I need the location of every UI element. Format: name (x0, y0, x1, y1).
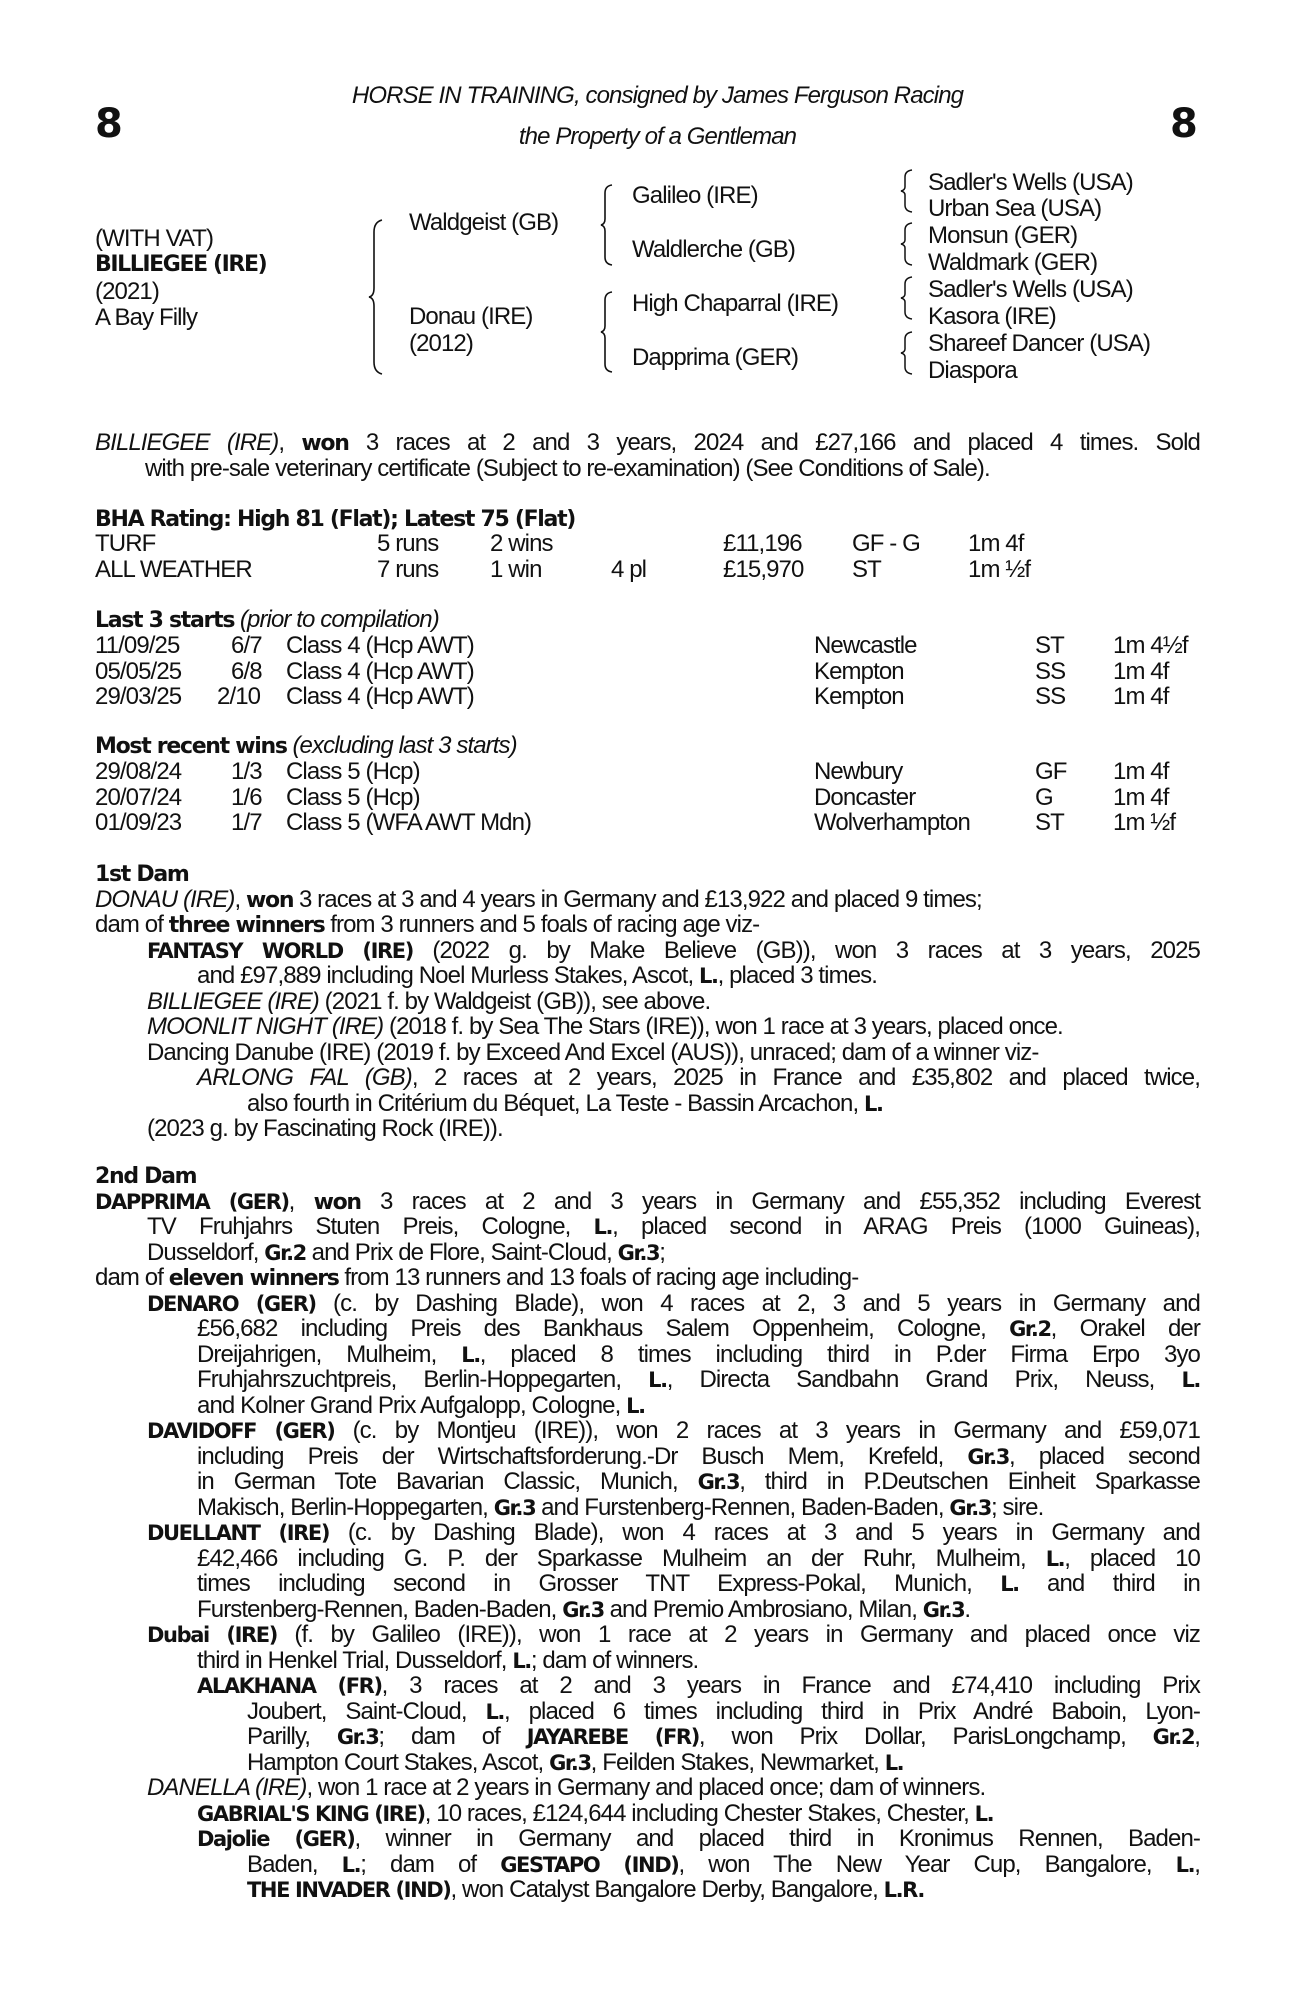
pedigree-brace-gen1 (368, 218, 384, 376)
text: , Orakel der (1050, 1315, 1200, 1342)
rating-wins: 2 wins (490, 530, 553, 557)
progeny-record: (c. by Dashing Blade), won 4 races at 2, 3 and 5 years in Germany and (315, 1289, 1200, 1317)
progeny-name: THE INVADER (IND) (247, 1878, 451, 1902)
progeny-record: (c. by Dashing Blade), won 4 races at 3 and 5 years in Germany and (329, 1519, 1200, 1546)
first-dam-heading: 1st Dam (95, 862, 189, 887)
pedigree-brace-g3-4 (900, 330, 914, 376)
progeny-record: (2022 g. by Make Believe (GB)), won 3 races at 3 years, 2025 (412, 936, 1200, 964)
text: , Directa Sandbahn Grand Prix, Neuss, (666, 1366, 1182, 1393)
win-course: Newbury (814, 758, 903, 785)
start-race: Class 4 (Hcp AWT) (286, 632, 474, 659)
pedigree-dam-sire: High Chaparral (IRE) (632, 290, 839, 317)
header-consignor: HORSE IN TRAINING, consigned by James Ferguson Racing (351, 82, 964, 109)
pedigree-gen3-7: Shareef Dancer (USA) (928, 330, 1151, 357)
progeny-name: DUELLANT (IRE) (147, 1521, 330, 1545)
progeny-record: (c. by Montjeu (IRE)), won 2 races at 3 years in Germany and £59,071 (334, 1417, 1200, 1444)
progeny-name: DENARO (GER) (147, 1291, 316, 1316)
win-course: Wolverhampton (814, 809, 970, 836)
lot-number-left: 8 (95, 101, 122, 147)
progeny-record: (2018 f. by Sea The Stars (IRE)), won 1 race at 3 years, placed once. (383, 1013, 1063, 1040)
listed-badge: L. (461, 1342, 480, 1367)
text: Joubert, Saint-Cloud, (247, 1697, 486, 1725)
text: Furstenberg-Rennen, Baden-Baden, (197, 1595, 563, 1623)
win-going: G (1035, 784, 1053, 811)
won-label: won (245, 887, 294, 913)
start-distance: 1m 4f (1113, 658, 1169, 685)
progeny-entry: Dancing Danube (IRE) (2019 f. by Exceed And Excel (AUS)), unraced; dam of a winner viz- (147, 1038, 1039, 1066)
recent-wins-heading (95, 733, 517, 760)
text: dam of (95, 1264, 169, 1291)
pedigree-gen3-5: Sadler's Wells (USA) (928, 276, 1133, 303)
text: , Feilden Stakes, Newmarket, (590, 1748, 885, 1776)
progeny-record: , won Catalyst Bangalore Derby, Bangalore, (450, 1876, 884, 1903)
progeny-record: (2021 f. by Waldgeist (GB)), see above. (318, 987, 711, 1015)
pedigree-brace-sire (600, 183, 614, 267)
text: , (1194, 1723, 1200, 1750)
group-badge: Gr.3 (617, 1240, 660, 1265)
text: , (1194, 1850, 1200, 1878)
pedigree-gen3-2: Urban Sea (USA) (928, 195, 1102, 222)
win-going: ST (1035, 809, 1064, 836)
progeny-name: Dubai (IRE) (147, 1623, 277, 1647)
group-badge: Gr.3 (562, 1597, 604, 1622)
rating-placed: 4 pl (611, 556, 647, 583)
header-property: the Property of a Gentleman (518, 123, 797, 150)
text: and Prix de Flore, Saint-Cloud, (305, 1238, 618, 1266)
text: , placed 8 times including third in P.der Firma Erpo 3yo (479, 1340, 1200, 1368)
pedigree-dam-dam: Dapprima (GER) (632, 344, 799, 371)
text: in German Tote Bavarian Classic, Munich, (197, 1468, 698, 1495)
text: ; dam of winners. (530, 1646, 699, 1674)
recent-wins-title: Most recent wins (95, 734, 287, 759)
summary-vet-note: with pre-sale veterinary certificate (Subject to re-examination) (See Conditions of Sale). (145, 454, 990, 482)
first-dam-section: 1st Dam DONAU (IRE), won 3 races at 3 and 4 years in Germany and £13,922 and placed 9 times; dam of three winners from 3 runners and 5 foals of racing age viz- FANTASY WORLD (IRE) (2022 g. by Make Believe (GB)), won 3 races at 3 years, 2025 and £97,889 including Noel Murless Stakes, Ascot, L., placed 3 times. BILLIEGEE (IRE) (2021 f. by Waldgeist (GB)), see above. MOONLIT NIGHT (IRE) (2018 f. by Sea The Stars (IRE)), won 1 race at 3 years, placed once. Dancing Danube (IRE) (2019 f. by Exceed And Excel (AUS)), unraced; dam of a winner viz- ARLONG FAL (GB), 2 races at 2 years, 2025 in France and £35,802 and placed twice, also fourth in Critérium du Béquet, La Teste - Bassin Arcachon, L. (2023 g. by Fascinating Rock (IRE)). (95, 862, 1201, 1142)
rating-distance: 1m 4f (968, 530, 1024, 557)
text: and Kolner Grand Prix Aufgalopp, Cologne, (197, 1391, 627, 1419)
progeny-name: ARLONG FAL (GB) (197, 1064, 412, 1091)
dam-record: 3 races at 3 and 4 years in Germany and £13,922 and placed 9 times; (293, 885, 982, 913)
last-starts-heading (95, 607, 439, 634)
pedigree-brace-g3-1 (900, 168, 914, 214)
text: TV Fruhjahrs Stuten Preis, Cologne, (147, 1213, 594, 1240)
group-badge: Gr.3 (967, 1444, 1009, 1469)
race-summary: BILLIEGEE (IRE), won 3 races at 2 and 3 years, 2024 and £27,166 and placed 4 times. Sold with pre-sale veterinary certificate (Subject to re-examination) (See Conditions of Sale). (95, 429, 1200, 482)
horse-name: BILLIEGEE (IRE) (95, 252, 267, 277)
win-race: Class 5 (WFA AWT Mdn) (286, 809, 532, 836)
text: from 13 runners and 13 foals of racing age including- (338, 1264, 859, 1291)
win-course: Doncaster (814, 784, 916, 811)
start-position: 6/8 (231, 658, 262, 685)
group-badge: Gr.3 (336, 1725, 379, 1749)
start-date: 29/03/25 (95, 683, 182, 710)
horse-description: A Bay Filly (95, 304, 198, 331)
vat-label: (WITH VAT) (95, 225, 214, 252)
progeny-record: (f. by Galileo (IRE)), won 1 race at 2 years in Germany and placed once viz (276, 1621, 1201, 1648)
text: and Furstenberg-Rennen, Baden-Baden, (535, 1493, 950, 1521)
win-race: Class 5 (Hcp) (286, 758, 420, 785)
text: ; sire. (991, 1493, 1044, 1521)
win-distance: 1m ½f (1113, 809, 1176, 836)
start-going: SS (1035, 683, 1066, 710)
rating-prize: £15,970 (723, 556, 804, 583)
start-race: Class 4 (Hcp AWT) (286, 683, 474, 710)
text: ; (659, 1238, 666, 1266)
progeny-record: , 2 races at 2 years, 2025 in France and £35,802 and placed twice, (411, 1064, 1201, 1091)
progeny-name: ALAKHANA (FR) (197, 1674, 382, 1698)
recent-wins-note: (excluding last 3 starts) (292, 732, 517, 759)
start-date: 05/05/25 (95, 658, 182, 685)
win-date: 20/07/24 (95, 784, 182, 811)
text: , third in P.Deutschen Einheit Sparkasse (739, 1468, 1200, 1495)
summary-horse-name: BILLIEGEE (IRE) (95, 429, 279, 456)
rating-surface: TURF (95, 530, 156, 557)
text: Parilly, (247, 1723, 337, 1750)
start-race: Class 4 (Hcp AWT) (286, 658, 474, 685)
horse-year: (2021) (95, 278, 159, 305)
bha-rating-text: BHA Rating: High 81 (Flat); Latest 75 (Flat) (95, 507, 576, 532)
progeny-entry: (2023 g. by Fascinating Rock (IRE)). (147, 1115, 503, 1142)
summary-text: 3 races at 2 and 3 years, 2024 and £27,166 and placed 4 times. Sold (348, 429, 1200, 456)
rating-surface: ALL WEATHER (95, 556, 252, 583)
listed-badge: L. (485, 1699, 504, 1724)
last-starts-note: (prior to compilation) (239, 606, 439, 633)
text: and Premio Ambrosiano, Milan, (603, 1595, 923, 1623)
start-position: 2/10 (217, 683, 261, 710)
text: dam of (95, 911, 169, 938)
text: ; dam of (378, 1723, 527, 1750)
text: from 3 runners and 5 foals of racing age viz- (324, 911, 760, 938)
group-badge: Gr.2 (264, 1240, 306, 1265)
pedigree-gen3-8: Diaspora (928, 357, 1017, 384)
pedigree-gen3-3: Monsun (GER) (928, 222, 1078, 249)
rating-runs: 5 runs (377, 530, 439, 557)
rating-going: ST (852, 556, 881, 583)
group-badge: Gr.2 (1009, 1317, 1051, 1341)
progeny-name: BILLIEGEE (IRE) (147, 987, 319, 1015)
win-race: Class 5 (Hcp) (286, 784, 420, 811)
rating-wins: 1 win (490, 556, 542, 583)
progeny-name: GESTAPO (IND) (500, 1852, 679, 1877)
listed-badge: L. (699, 964, 718, 988)
summary-won: won (301, 431, 349, 456)
text: times including second in Grosser TNT Express-Pokal, Munich, (197, 1570, 1001, 1597)
group-badge: Gr.2 (1152, 1725, 1195, 1749)
pedigree-brace-g3-3 (900, 275, 914, 321)
start-position: 6/7 (231, 632, 262, 659)
pedigree-brace-dam (600, 290, 614, 374)
dam-name: DONAU (IRE) (95, 885, 235, 913)
listed-badge: L. (974, 1801, 994, 1826)
group-badge: Gr.3 (922, 1597, 965, 1622)
pedigree-gen3-6: Kasora (IRE) (928, 303, 1056, 330)
win-going: GF (1035, 758, 1067, 785)
pedigree-sire-dam: Waldlerche (GB) (632, 236, 795, 263)
progeny-record: , 3 races at 2 and 3 years in France and £74,410 including Prix (381, 1672, 1200, 1699)
progeny-name: DAVIDOFF (GER) (147, 1419, 335, 1443)
text: Dreijahrigen, Mulheim, (197, 1340, 462, 1368)
rating-prize: £11,196 (723, 530, 802, 557)
start-date: 11/09/25 (95, 632, 180, 659)
pedigree-brace-g3-2 (900, 221, 914, 267)
text: Fruhjahrszuchtpreis, Berlin-Hoppegarten, (197, 1366, 649, 1393)
pedigree-dam: Donau (IRE) (409, 303, 533, 330)
listed-badge: L. (1000, 1572, 1019, 1596)
progeny-name: GABRIAL'S KING (IRE) (197, 1801, 425, 1826)
start-going: ST (1035, 632, 1064, 659)
start-going: SS (1035, 658, 1066, 685)
text: Hampton Court Stakes, Ascot, (247, 1748, 550, 1776)
lot-number-right: 8 (1170, 101, 1197, 147)
win-distance: 1m 4f (1113, 758, 1169, 785)
listed-badge: L. (512, 1648, 531, 1673)
pedigree-sire-sire: Galileo (IRE) (632, 182, 758, 209)
progeny-record: , 10 races, £124,644 including Chester Stakes, Chester, (424, 1799, 975, 1827)
text: , placed 6 times including third in Prix André Baboin, Lyon- (504, 1697, 1200, 1725)
winners-count: three winners (168, 913, 325, 938)
listed-badge: L. (884, 1750, 904, 1775)
listed-badge: L. (341, 1852, 361, 1877)
text: Dusseldorf, (147, 1238, 265, 1266)
progeny-name: JAYAREBE (FR) (526, 1725, 699, 1749)
win-date: 01/09/23 (95, 809, 182, 836)
progeny-record: , won 1 race at 2 years in Germany and placed once; dam of winners. (306, 1774, 986, 1801)
second-dam-section: 2nd Dam DAPPRIMA (GER), won 3 races at 2 and 3 years in Germany and £55,352 including Everest TV Fruhjahrs Stuten Preis, Cologne, L., placed second in ARAG Preis (1000 Guineas), Dusseldorf, Gr.2 and Prix de Flore, Saint-Cloud, Gr.3; dam of eleven winners from 13 runners and 13 foals of racing age including- DENARO (GER) (c. by Dashing Blade), won 4 races at 2, 3 and 5 years in Germany and £56,682 including Preis des Bankhaus Salem Oppenheim, Cologne, Gr.2, Orakel der Dreijahrigen, Mulheim, L., placed 8 times including third in P.der Firma Erpo 3yo Fruhjahrszuchtpreis, Berlin-Hoppegarten, L., Directa Sandbahn Grand Prix, Neuss, L. and Kolner Grand Prix Aufgalopp, Cologne, L. DAVIDOFF (GER) (c. by Montjeu (IRE)), won 2 races at 3 years in Germany and £59,071 including Preis der Wirtschaftsforderung.-Dr Busch Mem, Krefeld, Gr.3, placed second in German Tote Bavarian Classic, Munich, Gr.3, third in P.Deutschen Einheit Sparkasse Makisch, Berlin-Hoppegarten, Gr.3 and Furstenberg-Rennen, Baden-Baden, Gr.3; sire. DUELLANT (IRE) (c. by Dashing Blade), won 4 races at 3 and 5 years in Germany and £42,466 including G. P. der Sparkasse Mulheim an der Ruhr, Mulheim, L., placed 10 times including second in Grosser TNT Express-Pokal, Munich, L. and third in Furstenberg-Rennen, Baden-Baden, Gr.3 and Premio Ambrosiano, Milan, Gr.3. Dubai (IRE) (f. by Galileo (IRE)), won 1 race at 2 years in Germany and placed once viz third in Henkel Trial, Dusseldorf, L.; dam of winners. ALAKHANA (FR), 3 races at 2 and 3 years in France and £74,410 including Prix Joubert, Saint-Cloud, L., placed 6 times including third in Prix André Baboin, Lyon- Parilly, Gr.3; dam of JAYAREBE (FR), won Prix Dollar, ParisLongchamp, Gr.2, Hampton Court Stakes, Ascot, Gr.3, Feilden Stakes, Newmarket, L. DANELLA (IRE), won 1 race at 2 years in Germany and placed once; dam of winners. GABRIAL'S KING (IRE), 10 races, £124,644 including Chester Stakes, Chester, L. Dajolie (GER), winner in Germany and placed third in Kronimus Rennen, Baden- Baden, L.; dam of GESTAPO (IND), won The New Year Cup, Bangalore, L., THE INVADER (IND), won Catalyst Bangalore Derby, Bangalore, L.R. (95, 1164, 1201, 1903)
start-course: Newcastle (814, 632, 917, 659)
group-badge: Gr.3 (697, 1470, 740, 1494)
text: , won Prix Dollar, ParisLongchamp, (698, 1723, 1153, 1750)
won-label: won (313, 1189, 361, 1215)
start-course: Kempton (814, 658, 904, 685)
listed-badge: L. (593, 1215, 613, 1239)
rating-going: GF - G (852, 530, 920, 557)
text: ; dam of (360, 1850, 501, 1878)
pedigree-sire: Waldgeist (GB) (409, 209, 559, 236)
win-position: 1/7 (231, 809, 262, 836)
dam-record: 3 races at 2 and 3 years in Germany and £55,352 including Everest (360, 1187, 1200, 1215)
pedigree-gen3-4: Waldmark (GER) (928, 249, 1098, 276)
progeny-name: MOONLIT NIGHT (IRE) (147, 1013, 384, 1040)
listed-badge: L.R. (883, 1878, 924, 1902)
text: third in Henkel Trial, Dusseldorf, (197, 1646, 513, 1674)
listed-badge: L. (626, 1393, 645, 1418)
winners-count: eleven winners (168, 1266, 339, 1291)
win-position: 1/6 (231, 784, 262, 811)
text: . (964, 1595, 971, 1623)
text: , won The New Year Cup, Bangalore, (678, 1850, 1176, 1878)
text: and £97,889 including Noel Murless Stakes, Ascot, (197, 962, 699, 989)
pedigree-gen3-1: Sadler's Wells (USA) (928, 169, 1133, 196)
win-position: 1/3 (231, 758, 262, 785)
text: , placed 10 (1064, 1544, 1200, 1572)
pedigree-dam-year: (2012) (409, 330, 473, 357)
rating-distance: 1m ½f (968, 556, 1031, 583)
listed-badge: L. (1175, 1852, 1195, 1877)
group-badge: Gr.3 (493, 1495, 536, 1520)
text: , placed second (1009, 1442, 1200, 1470)
second-dam-heading: 2nd Dam (95, 1164, 197, 1189)
last-starts-title: Last 3 starts (95, 608, 235, 633)
progeny-record: , winner in Germany and placed third in Kronimus Rennen, Baden- (354, 1825, 1200, 1852)
text: , placed 3 times. (717, 962, 878, 989)
start-course: Kempton (814, 683, 904, 710)
start-distance: 1m 4f (1113, 683, 1169, 710)
text: Makisch, Berlin-Hoppegarten, (197, 1493, 494, 1521)
progeny-name: DANELLA (IRE) (147, 1774, 307, 1801)
progeny-name: FANTASY WORLD (IRE) (147, 938, 413, 963)
win-distance: 1m 4f (1113, 784, 1169, 811)
rating-runs: 7 runs (377, 556, 439, 583)
text: , placed second in ARAG Preis (1000 Guineas), (612, 1213, 1200, 1240)
dam-name: DAPPRIMA (GER) (95, 1189, 289, 1214)
text: £42,466 including G. P. der Sparkasse Mulheim an der Ruhr, Mulheim, (197, 1544, 1046, 1572)
start-distance: 1m 4½f (1113, 632, 1188, 659)
listed-badge: L. (863, 1091, 883, 1116)
group-badge: Gr.3 (549, 1750, 591, 1775)
win-date: 29/08/24 (95, 758, 182, 785)
text: also fourth in Critérium du Béquet, La Teste - Bassin Arcachon, (247, 1089, 864, 1117)
listed-badge: L. (1045, 1546, 1065, 1571)
listed-badge: L. (1181, 1368, 1200, 1392)
group-badge: Gr.3 (949, 1495, 992, 1520)
bha-rating-heading (95, 506, 575, 533)
text: and third in (1018, 1570, 1200, 1597)
progeny-name: Dajolie (GER) (197, 1827, 355, 1851)
text: Baden, (247, 1850, 342, 1878)
text: including Preis der Wirtschaftsforderung.-Dr Busch Mem, Krefeld, (197, 1442, 968, 1470)
listed-badge: L. (648, 1368, 667, 1392)
text: £56,682 including Preis des Bankhaus Salem Oppenheim, Cologne, (197, 1315, 1010, 1342)
